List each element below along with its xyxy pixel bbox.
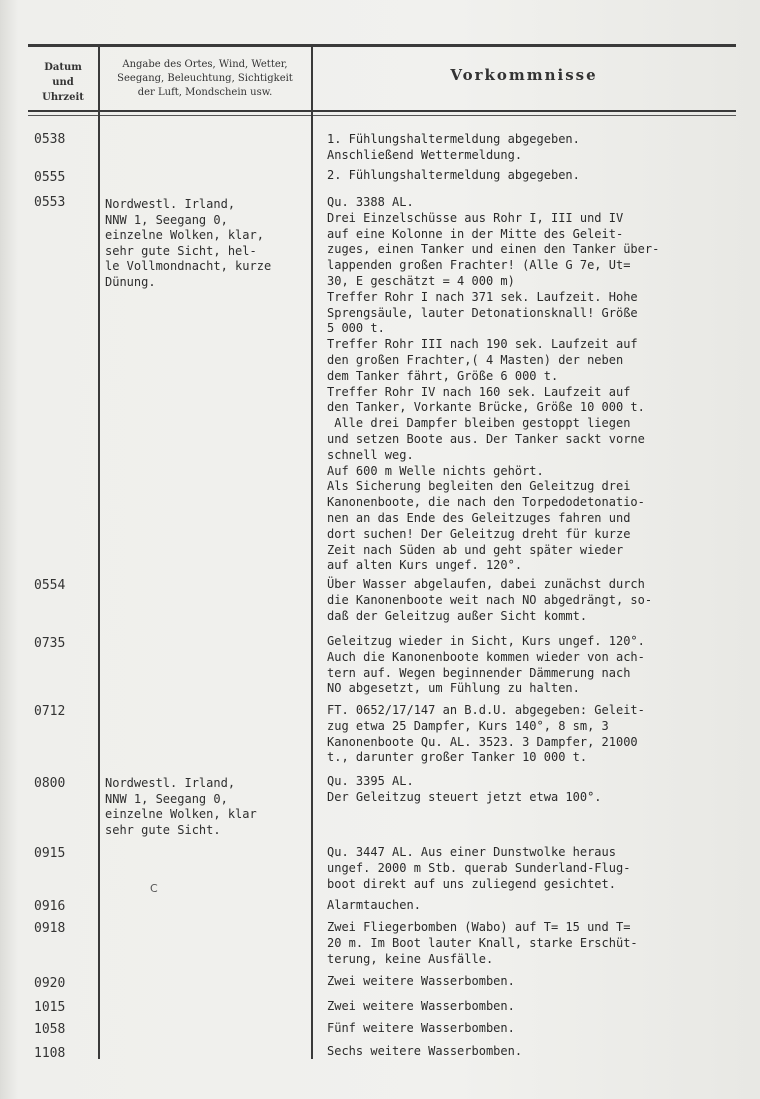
event-line: den Tanker, Vorkante Brücke, Größe 10 000 t. [327, 400, 645, 415]
entry-location [105, 776, 315, 838]
event-line: nen an das Ende des Geleitzuges fahren und [327, 510, 631, 525]
event-line: Alle drei Dampfer bleiben gestoppt liegen [327, 416, 631, 431]
entry-time: 1058 [34, 1022, 66, 1037]
event-line: Sprengsäule, lauter Detonationsknall! Größe [327, 305, 638, 320]
entry-event [327, 1021, 757, 1037]
event-line: NO abgesetzt, um Fühlung zu halten. [327, 681, 580, 696]
entry-time: 1108 [34, 1046, 66, 1061]
event-line: terung, keine Ausfälle. [327, 951, 494, 966]
entry-event [327, 132, 757, 164]
event-line: 1. Fühlungshaltermeldung abgegeben. [327, 132, 580, 146]
entry-event [327, 974, 757, 990]
location-line: Nordwestl. Irland, [105, 776, 236, 790]
location-line: sehr gute Sicht, hel- [105, 243, 257, 258]
location-line: NNW 1, Seegang 0, [105, 791, 228, 806]
event-line: Drei Einzelschüsse aus Rohr I, III und IV [327, 210, 624, 225]
event-line: Alarmtauchen. [327, 898, 421, 912]
entry-time: 0554 [34, 578, 66, 593]
event-line: Treffer Rohr IV nach 160 sek. Laufzeit auf [327, 384, 631, 399]
entry-event [327, 845, 757, 892]
entry-time: 0553 [34, 195, 66, 210]
entry-event [327, 703, 757, 766]
event-line: Kanonenboote, die nach den Torpedodetonatio- [327, 495, 645, 510]
event-line: Qu. 3395 AL. [327, 774, 414, 788]
top-rule [28, 44, 736, 47]
event-line: Geleitzug wieder in Sicht, Kurs ungef. 120°. [327, 634, 645, 648]
entry-event [327, 920, 757, 967]
entry-time: 0920 [34, 976, 66, 991]
entry-time: 0800 [34, 776, 66, 791]
event-line: Qu. 3388 AL. [327, 195, 414, 209]
event-line: Zwei weitere Wasserbomben. [327, 974, 515, 988]
column-divider-1 [98, 44, 100, 1059]
header-rule-thin [28, 115, 736, 116]
event-line: Auch die Kanonenboote kommen wieder von ach- [327, 649, 645, 664]
event-line: auf alten Kurs ungef. 120°. [327, 558, 523, 573]
entry-event [327, 898, 757, 914]
event-line: schnell weg. [327, 447, 414, 462]
entry-event [327, 168, 757, 184]
event-line: daß der Geleitzug außer Sicht kommt. [327, 608, 588, 623]
entry-location [105, 197, 315, 290]
event-line: Fünf weitere Wasserbomben. [327, 1021, 515, 1035]
event-line: 30, E geschätzt = 4 000 m) [327, 273, 515, 288]
event-line: FT. 0652/17/147 an B.d.U. abgegeben: Geleit- [327, 703, 645, 717]
event-line: auf eine Kolonne in der Mitte des Geleit- [327, 226, 624, 241]
location-line: Dünung. [105, 274, 156, 289]
location-line: le Vollmondnacht, kurze [105, 259, 272, 273]
event-line: zug etwa 25 Dampfer, Kurs 140°, 8 sm, 3 [327, 718, 609, 733]
entry-time: 0915 [34, 846, 66, 861]
location-line: NNW 1, Seegang 0, [105, 212, 228, 227]
stray-mark: C [150, 882, 158, 895]
event-line: t., darunter großer Tanker 10 000 t. [327, 750, 588, 765]
event-line: Qu. 3447 AL. Aus einer Dunstwolke heraus [327, 845, 616, 859]
entry-event [327, 634, 757, 697]
entry-time: 0918 [34, 921, 66, 936]
event-line: 2. Fühlungshaltermeldung abgegeben. [327, 168, 580, 182]
header-rule [28, 110, 736, 112]
event-line: die Kanonenboote weit nach NO abgedrängt, so- [327, 592, 653, 607]
event-line: Zwei weitere Wasserbomben. [327, 999, 515, 1013]
event-line: tern auf. Wegen beginnender Dämmerung nach [327, 665, 631, 680]
location-line: sehr gute Sicht. [105, 822, 221, 837]
event-line: boot direkt auf uns zuliegend gesichtet. [327, 876, 616, 891]
entry-event [327, 577, 757, 624]
event-line: dem Tanker fährt, Größe 6 000 t. [327, 368, 559, 383]
header-datum: Datum und Uhrzeit [42, 62, 84, 103]
event-line: Auf 600 m Welle nichts gehört. [327, 463, 544, 478]
entry-event [327, 1044, 757, 1060]
event-line: Über Wasser abgelaufen, dabei zunächst durch [327, 577, 645, 591]
entry-time: 1015 [34, 1000, 66, 1015]
header-angabe: Angabe des Ortes, Wind, Wetter, Seegang, Beleuchtung, Sichtigkeit der Luft, Mondschein usw. [117, 59, 293, 98]
entry-time: 0735 [34, 636, 66, 651]
entry-time: 0712 [34, 704, 66, 719]
event-line: Zwei Fliegerbomben (Wabo) auf T= 15 und T= [327, 920, 631, 934]
header-vorkommnisse: Vorkommnisse [450, 66, 598, 84]
entry-time: 0538 [34, 132, 66, 147]
event-line: Der Geleitzug steuert jetzt etwa 100°. [327, 789, 602, 804]
event-line: ungef. 2000 m Stb. querab Sunderland-Flug- [327, 860, 631, 875]
entry-event [327, 195, 757, 574]
entry-time: 0916 [34, 899, 66, 914]
location-line: einzelne Wolken, klar [105, 807, 257, 821]
location-line: einzelne Wolken, klar, [105, 228, 264, 242]
entry-event [327, 999, 757, 1015]
event-line: 5 000 t. [327, 321, 385, 336]
entry-time: 0555 [34, 170, 66, 185]
event-line: 20 m. Im Boot lauter Knall, starke Erschüt- [327, 935, 638, 950]
event-line: Zeit nach Süden ab und geht später wieder [327, 542, 624, 557]
location-line: Nordwestl. Irland, [105, 197, 236, 211]
event-line: zuges, einen Tanker und einen den Tanker über- [327, 242, 660, 257]
event-line: und setzen Boote aus. Der Tanker sackt vorne [327, 431, 645, 446]
event-line: den großen Frachter,( 4 Masten) der neben [327, 352, 624, 367]
entry-event [327, 774, 757, 806]
event-line: Anschließend Wettermeldung. [327, 147, 523, 162]
event-line: Kanonenboote Qu. AL. 3523. 3 Dampfer, 21000 [327, 734, 638, 749]
event-line: dort suchen! Der Geleitzug dreht für kurze [327, 526, 631, 541]
event-line: Sechs weitere Wasserbomben. [327, 1044, 523, 1058]
event-line: Als Sicherung begleiten den Geleitzug drei [327, 479, 631, 494]
event-line: lappenden großen Frachter! (Alle G 7e, Ut= [327, 258, 631, 273]
event-line: Treffer Rohr I nach 371 sek. Laufzeit. Hohe [327, 289, 638, 304]
event-line: Treffer Rohr III nach 190 sek. Laufzeit auf [327, 337, 638, 352]
